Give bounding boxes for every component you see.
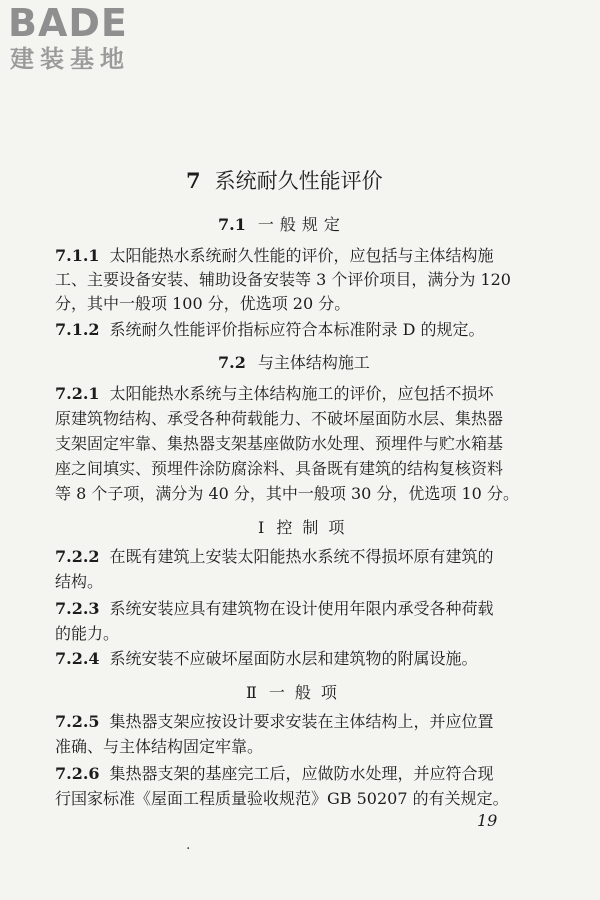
clause-number: 7.1.1 [55,246,100,265]
clause-number: 7.2.5 [55,712,100,731]
logo [8,2,130,74]
section-number: 7.2 [218,353,246,372]
paragraph-line: 等 8 个子项，满分为 40 分，其中一般项 30 分，优选项 10 分。 [55,484,519,503]
paragraph-line: 结构。 [55,572,104,591]
paragraph-line: 原建筑物结构、承受各种荷载能力、不破坏屋面防水层、集热器 [55,409,504,428]
section-heading-7-2 [218,350,370,373]
section-title: 一般规定 [257,215,346,234]
subsection-title: 控制项 [276,518,355,537]
paragraph-line: 工、主要设备安装、辅助设备安装等 3 个评价项目，满分为 120 [55,270,511,289]
paragraph-line: 支架固定牢靠、集热器支架基座做防水处理、预埋件与贮水箱基 [55,434,504,453]
clause-number: 7.2.6 [55,764,100,783]
clause-number: 7.2.3 [55,599,100,618]
page-number: 19 [477,811,498,830]
scan-speck: · [186,841,191,857]
paragraph-line: 行国家标准《屋面工程质量验收规范》GB 50207 的有关规定。 [55,789,509,808]
clause-text: 太阳能热水系统与主体结构施工的评价，应包括不损坏 [109,384,494,403]
chapter-title-text: 系统耐久性能评价 [214,169,383,193]
clause-number: 7.2.1 [55,384,100,403]
paragraph-line [55,710,494,734]
clause-text: 系统安装应具有建筑物在设计使用年限内承受各种荷载 [109,599,494,618]
paragraph-line [55,382,494,406]
section-heading-7-1 [218,212,346,235]
chapter-title [186,165,383,195]
clause-text: 在既有建筑上安装太阳能热水系统不得损坏原有建筑的 [109,547,494,566]
clause-text: 集热器支架的基座完工后，应做防水处理，并应符合现 [109,764,494,783]
paragraph-line [55,647,478,671]
section-number: 7.1 [218,215,246,234]
paragraph-line [55,597,494,621]
clause-text: 太阳能热水系统耐久性能的评价，应包括与主体结构施 [109,246,494,265]
clause-number: 7.2.2 [55,547,100,566]
clause-text: 系统安装不应破坏屋面防水层和建筑物的附属设施。 [109,649,478,668]
section-title: 与主体结构施工 [257,353,370,372]
subsection-title: 一般项 [268,683,347,702]
subsection-heading-general [246,680,347,703]
clause-text: 系统耐久性能评价指标应符合本标准附录 D 的规定。 [109,320,485,339]
chapter-number: 7 [186,168,201,193]
paragraph-line [55,545,494,569]
logo-wordmark: BADE [8,1,128,45]
paragraph-line [55,762,494,786]
subsection-roman: Ⅰ [258,518,265,537]
paragraph-line: 的能力。 [55,624,120,643]
paragraph-line [55,244,494,268]
paragraph-line: 分，其中一般项 100 分，优选项 20 分。 [55,294,351,313]
paragraph-line [55,318,485,342]
subsection-heading-control [258,515,354,538]
clause-number: 7.2.4 [55,649,100,668]
paragraph-line: 座之间填实、预埋件涂防腐涂料、具备既有建筑的结构复核资料 [55,459,504,478]
clause-text: 集热器支架应按设计要求安装在主体结构上，并应位置 [109,712,494,731]
subsection-roman: Ⅱ [246,683,257,702]
logo-subtitle: 建装基地 [10,45,130,73]
clause-number: 7.1.2 [55,320,100,339]
paragraph-line: 准确、与主体结构固定牢靠。 [55,737,264,756]
